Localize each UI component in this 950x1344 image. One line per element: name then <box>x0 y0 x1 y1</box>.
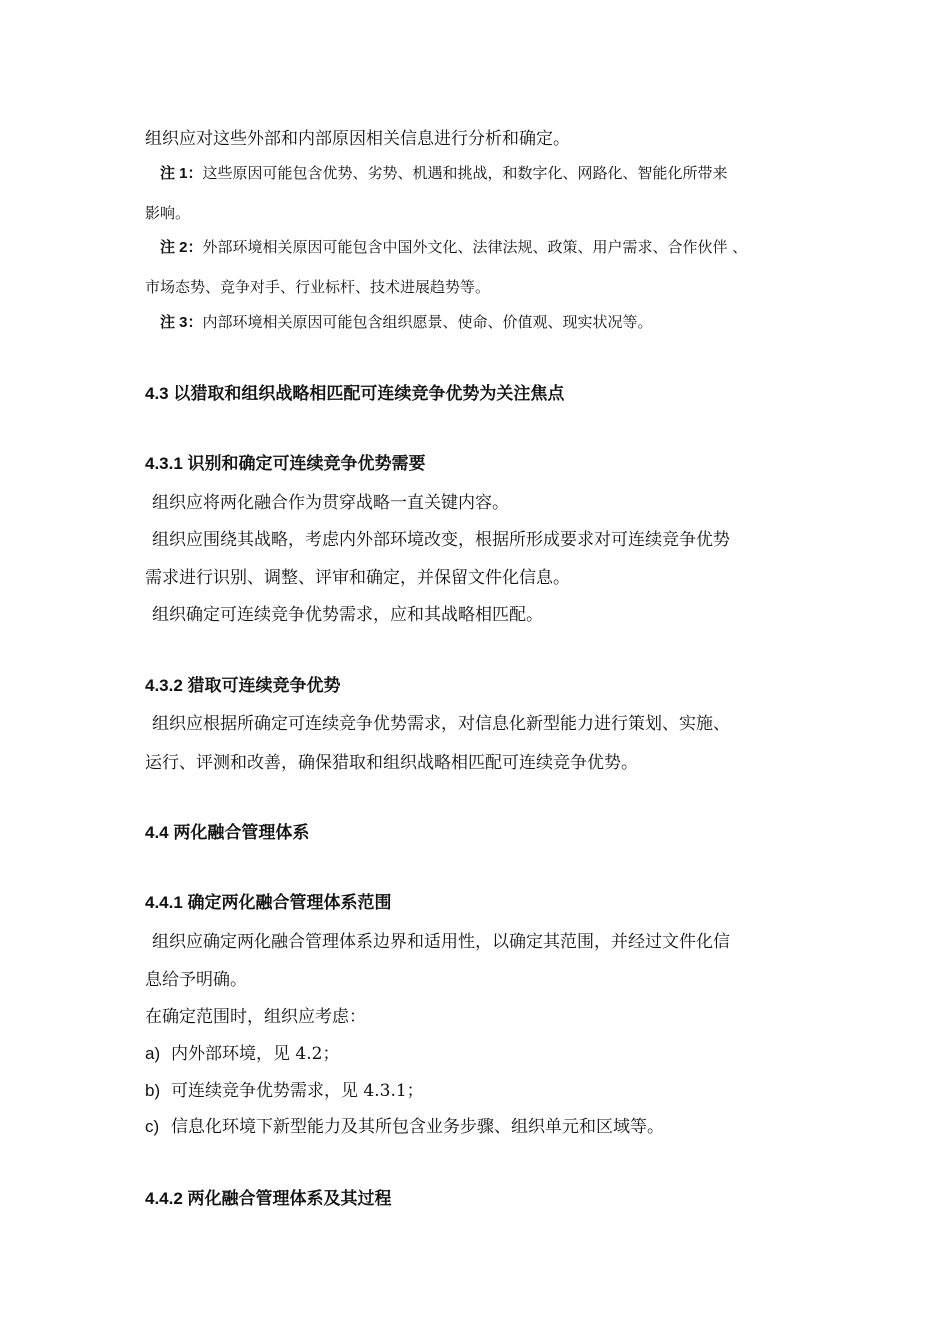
list-marker: c) <box>145 1117 160 1136</box>
paragraph: 组织应将两化融合作为贯穿战略一直关键内容。 <box>152 493 509 513</box>
note-label: 注 3： <box>160 314 203 331</box>
list-item-text: 信息化环境下新型能力及其所包含业务步骤、组织单元和区域等。 <box>171 1117 664 1137</box>
section-heading-4-4: 4.4 两化融合管理体系 <box>145 823 310 842</box>
paragraph: 组织应对这些外部和内部原因相关信息进行分析和确定。 <box>145 129 570 149</box>
note-text: 内部环境相关原因可能包含组织愿景、使命、价值观、现实状况等。 <box>202 313 653 331</box>
list-item <box>145 1039 339 1064</box>
list-item <box>145 1112 664 1137</box>
section-heading-4-4-1: 4.4.1 确定两化融合管理体系范围 <box>145 893 392 912</box>
list-marker: b) <box>145 1081 161 1100</box>
paragraph: 组织应确定两化融合管理体系边界和适用性，以确定其范围，并经过文件化信 <box>152 932 730 952</box>
note-1-continued: 影响。 <box>145 204 191 222</box>
note-3 <box>160 311 653 332</box>
note-2-continued: 市场态势、竞争对手、行业标杆、技术进展趋势等。 <box>145 278 491 296</box>
note-1 <box>160 162 728 183</box>
note-2 <box>160 236 747 257</box>
section-heading-4-3: 4.3 以猎取和组织战略相匹配可连续竞争优势为关注焦点 <box>145 384 565 403</box>
paragraph: 组织应围绕其战略，考虑内外部环境改变，根据所形成要求对可连续竞争优势 <box>152 530 730 550</box>
paragraph-continued: 息给予明确。 <box>145 970 247 990</box>
section-heading-4-4-2: 4.4.2 两化融合管理体系及其过程 <box>145 1189 392 1208</box>
list-item-text: 可连续竞争优势需求，见 4.3.1； <box>171 1081 424 1101</box>
note-text: 这些原因可能包含优势、劣势、机遇和挑战，和数字化、网路化、智能化所带来 <box>202 164 728 182</box>
paragraph-continued: 运行、评测和改善，确保猎取和组织战略相匹配可连续竞争优势。 <box>145 753 638 773</box>
paragraph-continued: 需求进行识别、调整、评审和确定，并保留文件化信息。 <box>145 568 570 588</box>
section-heading-4-3-1: 4.3.1 识别和确定可连续竞争优势需要 <box>145 454 426 473</box>
note-label: 注 2： <box>160 239 203 256</box>
note-text: 外部环境相关原因可能包含中国外文化、法律法规、政策、用户需求、合作伙伴 、 <box>202 238 748 256</box>
paragraph: 在确定范围时，组织应考虑： <box>145 1007 366 1027</box>
paragraph: 组织应根据所确定可连续竞争优势需求，对信息化新型能力进行策划、实施、 <box>152 714 730 734</box>
note-label: 注 1： <box>160 165 203 182</box>
section-heading-4-3-2: 4.3.2 猎取可连续竞争优势 <box>145 676 341 695</box>
paragraph: 组织确定可连续竞争优势需求，应和其战略相匹配。 <box>152 605 543 625</box>
list-item-text: 内外部环境，见 4.2； <box>171 1044 340 1064</box>
list-item <box>145 1076 424 1101</box>
list-marker: a) <box>145 1044 161 1063</box>
